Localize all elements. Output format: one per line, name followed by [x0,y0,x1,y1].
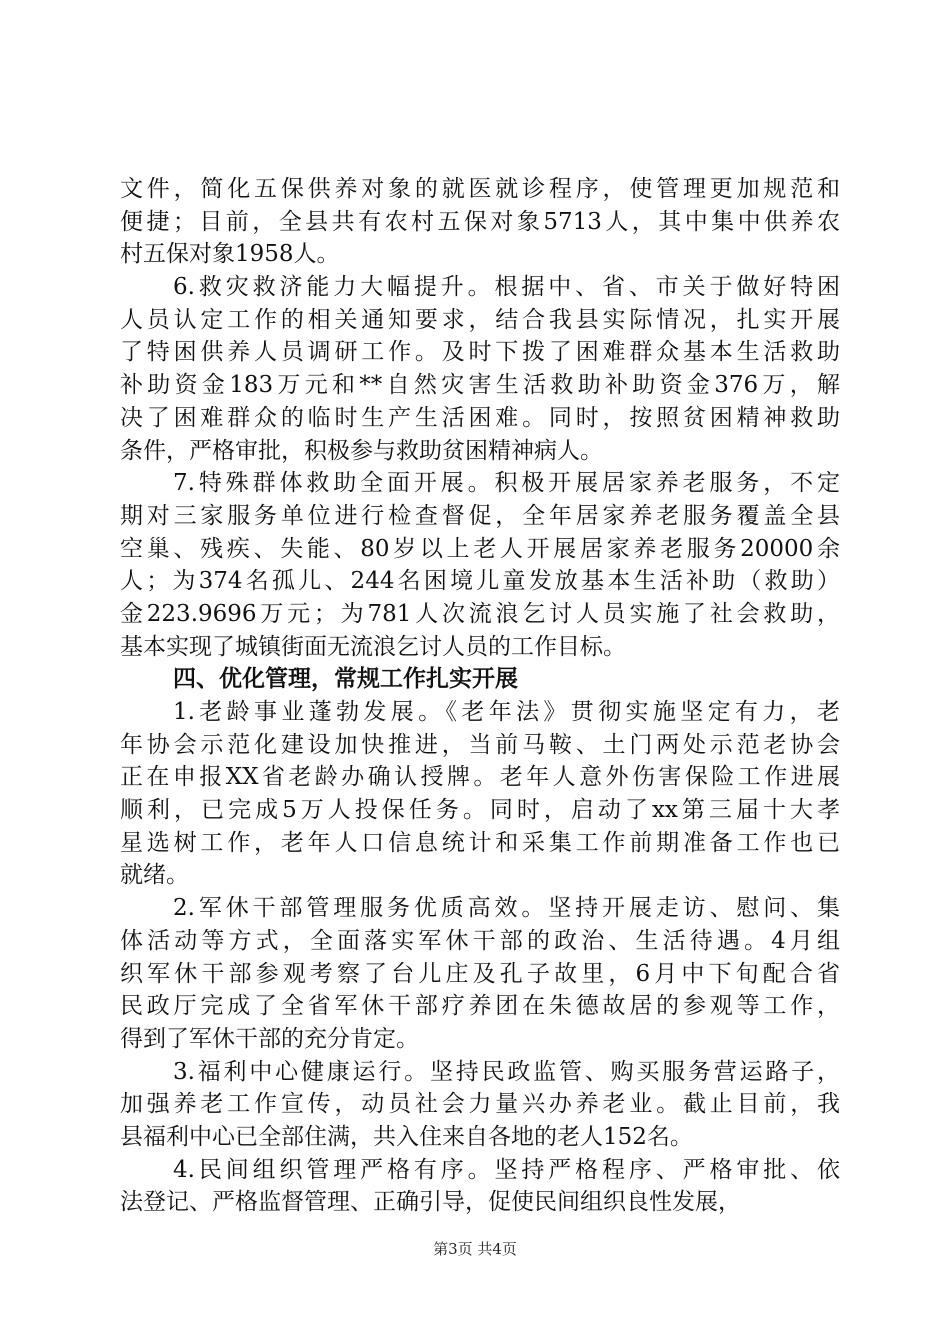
text-line: 人员认定工作的相关通知要求，结合我县实际情况，扎实开展 [120,306,840,333]
section-heading [120,663,840,696]
heading-line: 四、优化管理，常规工作扎实开展 [173,666,518,693]
text-line: 星选树工作，老年人口信息统计和采集工作前期准备工作也已 [120,829,840,856]
text-line: 法登记、严格监督管理、正确引导，促使民间组织良性发展， [120,1189,741,1216]
paragraph [120,1154,840,1219]
text-line: 加强养老工作宣传，动员社会力量兴办养老业。截止目前，我 [120,1091,840,1118]
text-line: 4.民间组织管理严格有序。坚持严格程序、严格审批、依 [173,1156,840,1183]
text-line: 人；为374名孤儿、244名困境儿童发放基本生活补助（救助） [120,568,840,595]
text-line: 了特困供养人员调研工作。及时下拨了困难群众基本生活救助 [120,339,840,366]
text-line: 便捷；目前，全县共有农村五保对象5713人，其中集中供养农 [120,208,840,235]
document-body [120,173,840,1219]
text-line: 县福利中心已全部住满，共入住来自各地的老人152名。 [120,1123,693,1150]
text-line: 正在申报XX省老龄办确认授牌。老年人意外伤害保险工作进展 [120,764,840,791]
text-line: 就绪。 [120,862,189,889]
text-line: 期对三家服务单位进行检查督促，全年居家养老服务覆盖全县 [120,502,840,529]
text-line: 文件，简化五保供养对象的就医就诊程序，使管理更加规范和 [120,176,840,202]
text-line: 3.福利中心健康运行。坚持民政监管、购买服务营运路子， [173,1058,840,1085]
paragraph [120,467,840,663]
text-line: 7.特殊群体救助全面开展。积极开展居家养老服务，不定 [173,470,840,497]
text-line: 织军休干部参观考察了台儿庄及孔子故里，6月中下旬配合省 [120,960,840,987]
text-line: 补助资金183万元和**自然灾害生活救助补助资金376万，解 [120,372,840,399]
paragraph [120,892,840,1055]
text-line: 基本实现了城镇街面无流浪乞讨人员的工作目标。 [120,633,626,660]
text-line: 得到了军休干部的充分肯定。 [120,1025,419,1052]
text-line: 空巢、残疾、失能、80岁以上老人开展居家养老服务20000余 [120,535,840,562]
text-line: 金223.9696万元；为781人次流浪乞讨人员实施了社会救助， [120,600,840,627]
paragraph [120,271,840,467]
page-footer: 第3页 共4页 [433,1240,517,1258]
text-line: 村五保对象1958人。 [120,241,340,268]
text-line: 6.救灾救济能力大幅提升。根据中、省、市关于做好特困 [173,274,840,301]
text-line: 顺利，已完成5万人投保任务。同时，启动了xx第三届十大孝 [120,797,840,824]
paragraph [120,173,840,271]
text-line: 2.军休干部管理服务优质高效。坚持开展走访、慰问、集 [173,895,840,922]
text-line: 条件，严格审批，积极参与救助贫困精神病人。 [120,437,603,464]
text-line: 民政厅完成了全省军休干部疗养团在朱德故居的参观等工作， [120,993,840,1020]
paragraph [120,1056,840,1154]
text-line: 体活动等方式，全面落实军休干部的政治、生活待遇。4月组 [120,927,840,954]
paragraph [120,696,840,892]
text-line: 1.老龄事业蓬勃发展。《老年法》贯彻实施坚定有力，老 [173,699,840,725]
text-line: 年协会示范化建设加快推进，当前马鞍、土门两处示范老协会 [120,731,840,758]
text-line: 决了困难群众的临时生产生活困难。同时，按照贫困精神救助 [120,404,840,431]
